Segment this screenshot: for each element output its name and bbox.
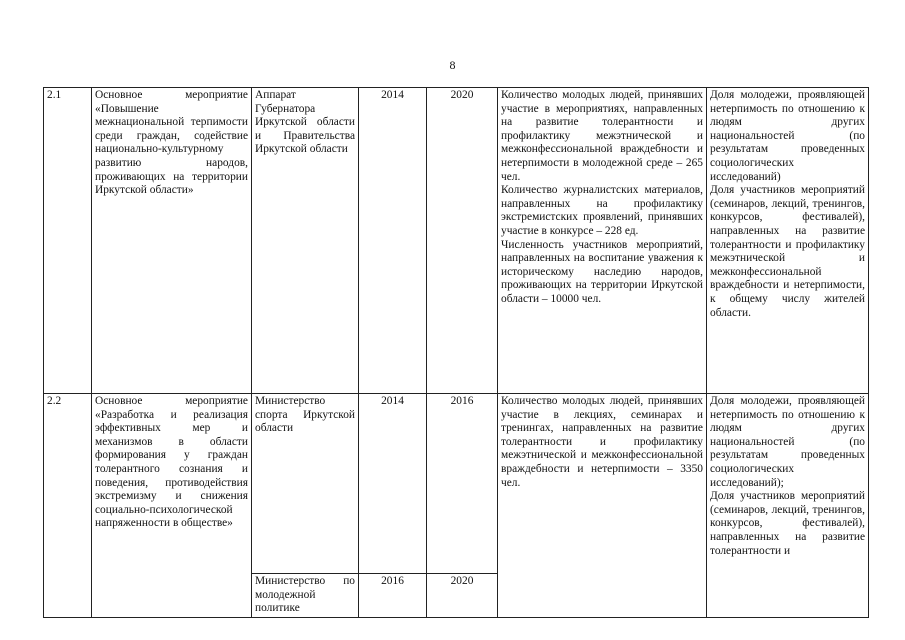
start-year: 2016 (359, 574, 427, 618)
measure-name: Основное мероприятие «Разработка и реализация эффективных мер и механизмов в области формирования у граждан толерантного сознания и поведения, противодействия экстремизму и снижения социально-психологической напряженности в обществе» (92, 394, 252, 618)
page-number: 8 (449, 58, 456, 72)
row-number: 2.2 (44, 394, 92, 618)
expected-results (498, 88, 707, 394)
result-item: Количество журналистских материалов, направленных на профилактику экстремистских проявлений, принявших участие в конкурсе – 228 ед. (501, 184, 703, 237)
table-row-2-2 (44, 394, 869, 574)
start-year: 2014 (359, 394, 427, 574)
executor-name: Министерство спорта Иркутской области (252, 394, 359, 574)
end-year: 2020 (427, 574, 498, 618)
result-item: Количество молодых людей, принявших участие в лекциях, семинарах и тренингах, направленных на развитие толерантности и профилактику межэтнической и межконфессиональной враждебности и нетерпимости – 3350 чел. (501, 395, 703, 489)
executor-name: Министерство по молодежной политике (252, 574, 359, 618)
table-row-2-1 (44, 88, 869, 394)
result-item: Количество молодых людей, принявших участие в мероприятиях, направленных на развитие толерантности и профилактику межэтнической и межконфессиональной враждебности и нетерпимости в молодежной среде – 265 чел. (501, 89, 703, 183)
program-table (43, 87, 869, 618)
end-year: 2016 (427, 394, 498, 574)
indicator-item: Доля молодежи, проявляющей нетерпимость по отношению к людям других национальностей (по результатам проведенных социологических исследований) (710, 89, 865, 183)
expected-results (498, 394, 707, 618)
start-year: 2014 (359, 88, 427, 394)
end-year: 2020 (427, 88, 498, 394)
row-number: 2.1 (44, 88, 92, 394)
executor-name: Аппарат Губернатора Иркутской области и Правительства Иркутской области (252, 88, 359, 394)
measure-name: Основное мероприятие «Повышение межнациональной терпимости среди граждан, содействие национально-культурному развитию народов, проживающих на территории Иркутской области» (92, 88, 252, 394)
indicator-item: Доля молодежи, проявляющей нетерпимость по отношению к людям других национальностей (по результатам проведенных социологических исследований); (710, 395, 865, 489)
result-item: Численность участников мероприятий, направленных на воспитание уважения к историческому наследию народов, проживающих на территории Иркутской области – 10000 чел. (501, 238, 703, 305)
indicator-item: Доля участников мероприятий (семинаров, лекций, тренингов, конкурсов, фестивалей), направленных на развитие толерантности и (710, 490, 865, 557)
indicator-item: Доля участников мероприятий (семинаров, лекций, тренингов, конкурсов, фестивалей), направленных на развитие толерантности и профилактику межэтнической и межконфессиональной враждебности и нетерпимости, к общему числу жителей области. (710, 184, 865, 319)
program-table-container (43, 87, 868, 618)
target-indicators (707, 394, 869, 618)
target-indicators (707, 88, 869, 394)
